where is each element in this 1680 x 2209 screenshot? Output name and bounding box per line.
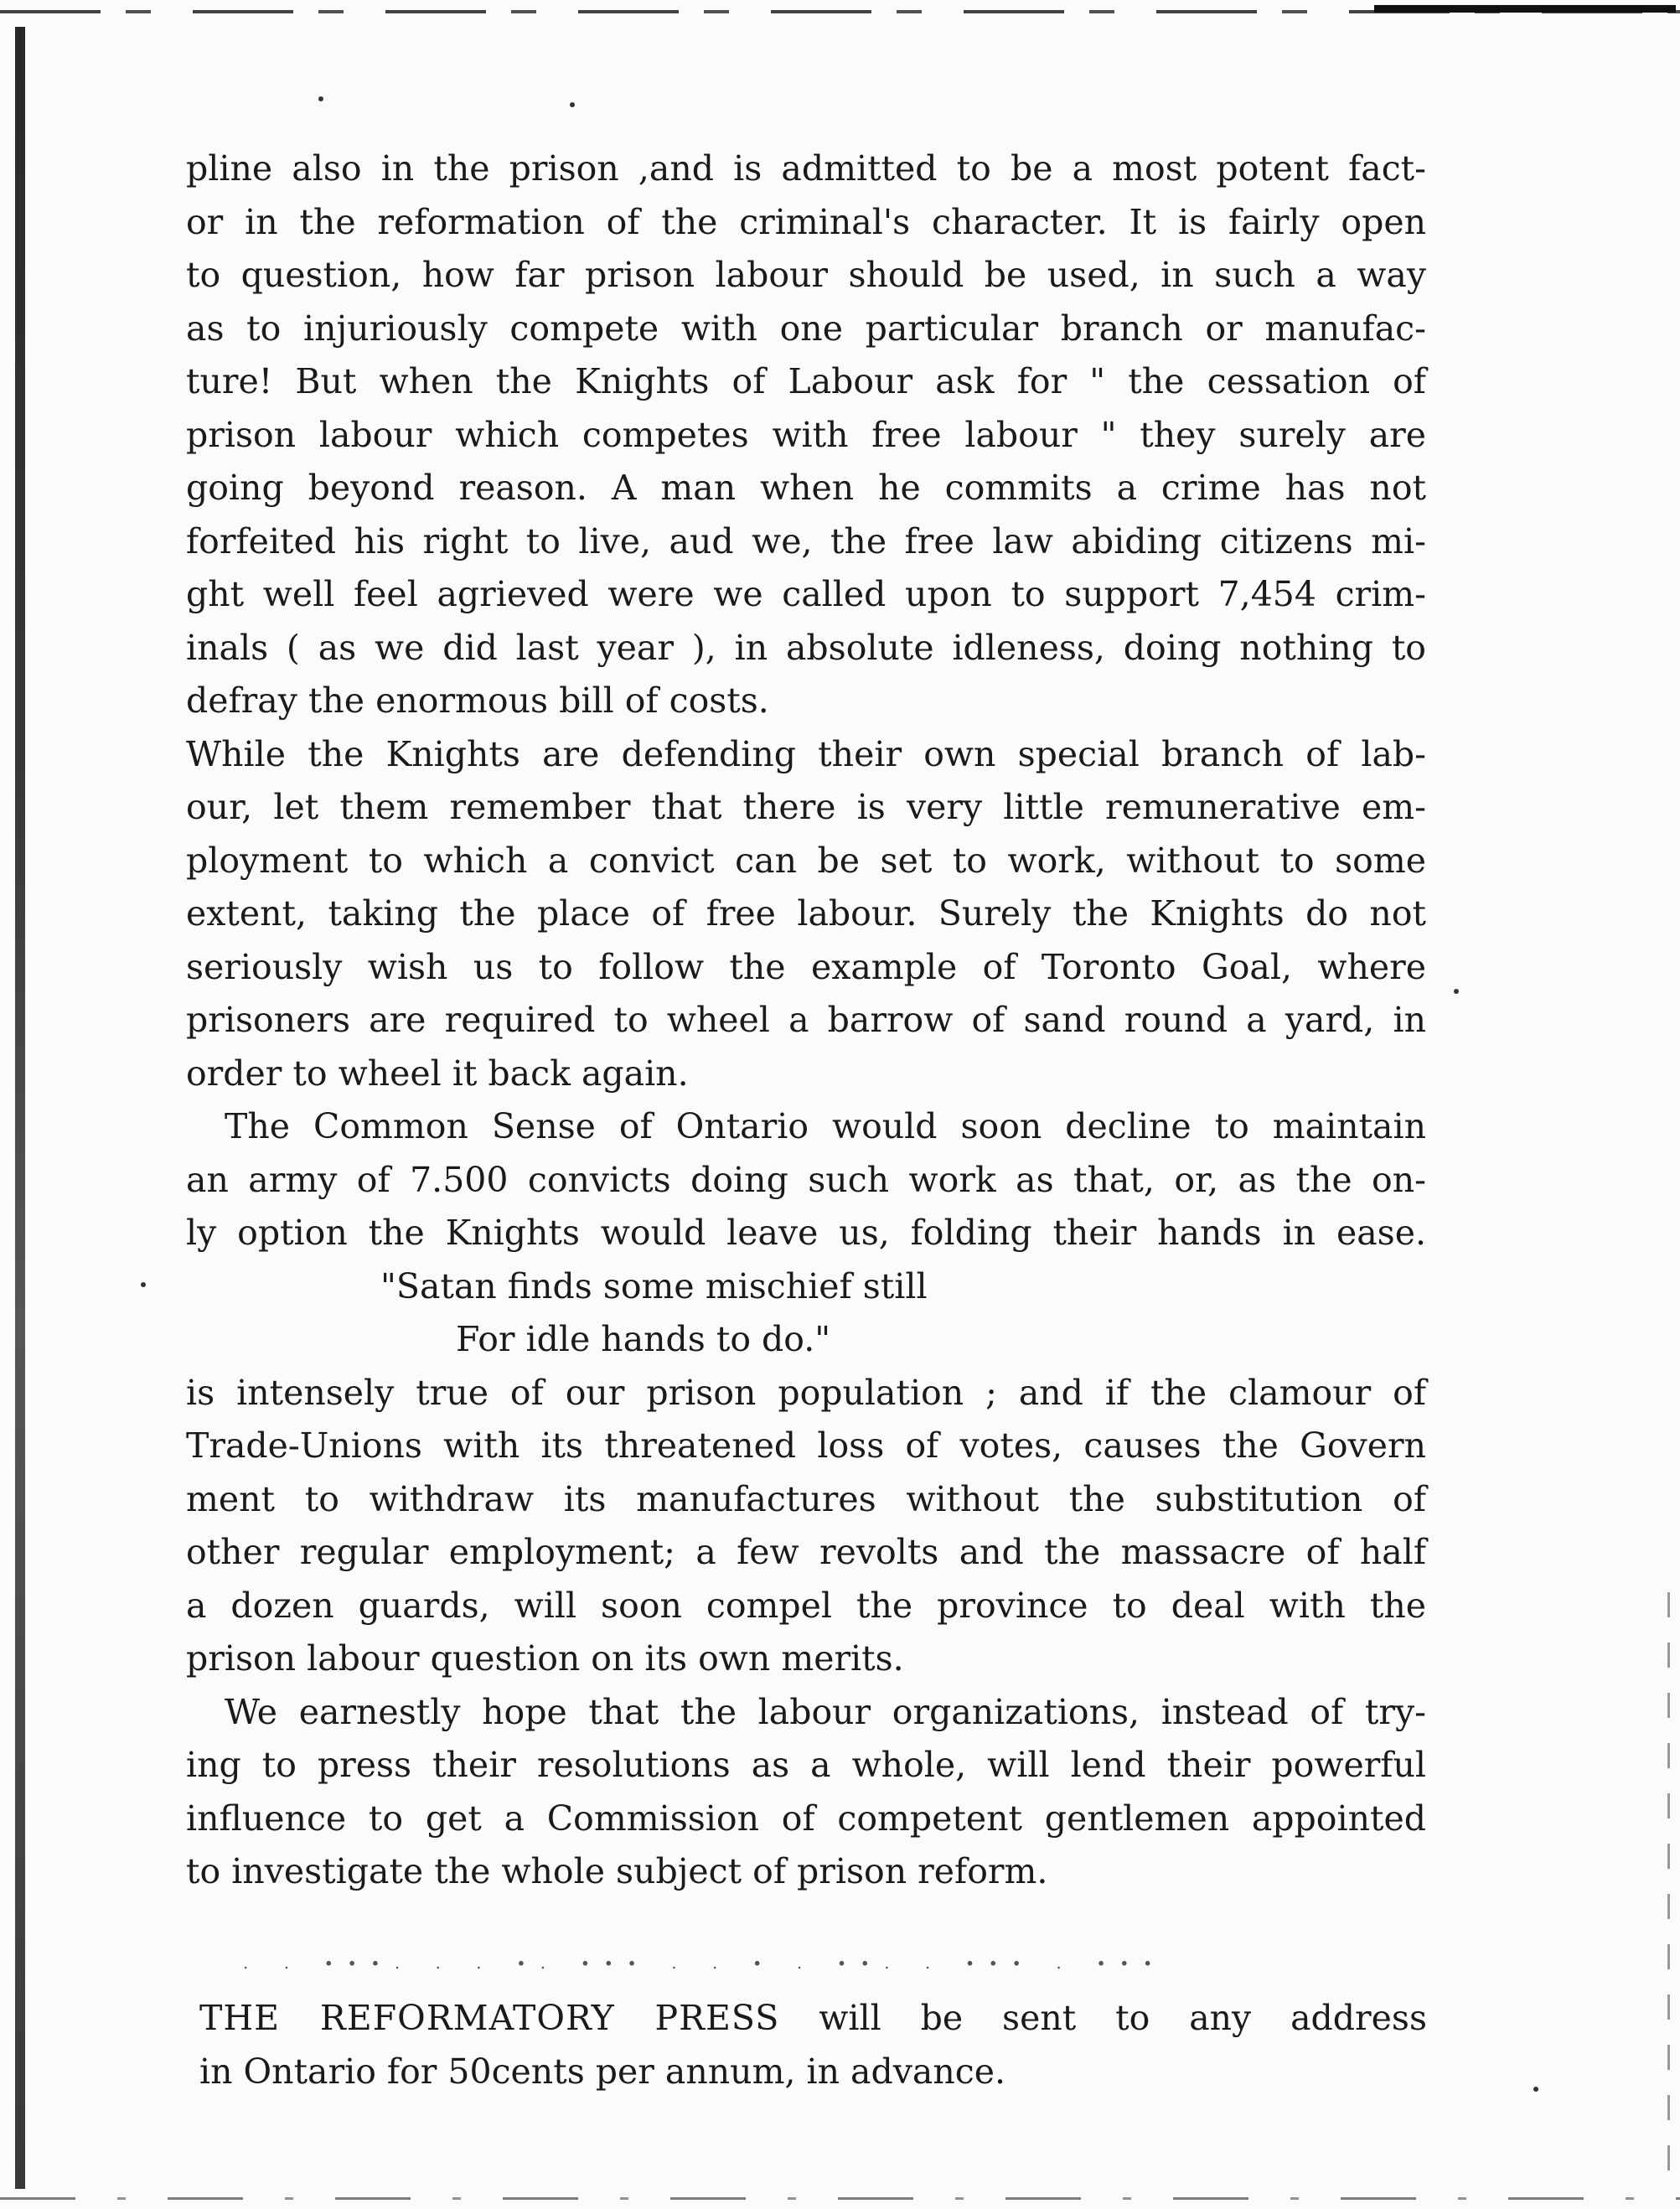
subscription-notice <box>199 1991 1427 2098</box>
scan-speck <box>1454 989 1459 994</box>
text-line: We earnestly hope that the labour organizations, instead of try- <box>225 1691 1426 1732</box>
article-body <box>186 142 1426 1899</box>
text-line: our, let them remember that there is very little remunerative em- <box>186 787 1426 827</box>
text-line: is intensely true of our prison population ; and if the clamour of <box>186 1372 1426 1413</box>
text-line: ly option the Knights would leave us, folding their hands in ease. <box>186 1213 1426 1253</box>
notice-line: in Ontario for 50cents per annum, in advance. <box>199 2051 1006 2092</box>
scan-edge-right <box>1667 1592 1670 2170</box>
text-line: ployment to which a convict can be set to work, without to some <box>186 840 1426 881</box>
text-line: ture! But when the Knights of Labour ask for " the cessation of <box>186 361 1426 401</box>
verse-line: "Satan finds some mischief still <box>380 1265 928 1306</box>
text-line: prison labour which competes with free labour " they surely are <box>186 414 1426 455</box>
text-line: to question, how far prison labour should be used, in such a way <box>186 255 1426 295</box>
scan-edge-bottom <box>0 2197 1680 2200</box>
text-line: extent, taking the place of free labour. Surely the Knights do not <box>186 893 1426 934</box>
scan-edge-top-right <box>1374 5 1676 13</box>
text-line: forfeited his right to live, aud we, the free law abiding citizens mi- <box>186 520 1426 561</box>
text-line: other regular employment; a few revolts and the massacre of half <box>186 1532 1426 1572</box>
text-line: defray the enormous bill of costs. <box>186 680 769 721</box>
scan-speck <box>1533 2087 1538 2092</box>
scan-speck <box>318 96 323 101</box>
text-line: pline also in the prison ,and is admitted to be a most potent fact- <box>186 148 1426 189</box>
text-line: a dozen guards, will soon compel the province to deal with the <box>186 1585 1426 1626</box>
notice-line <box>199 1991 1427 2045</box>
text-line: as to injuriously compete with one particular branch or manufac- <box>186 308 1426 349</box>
text-line: seriously wish us to follow the example of Toronto Goal, where <box>186 946 1426 987</box>
text-line: ing to press their resolutions as a whole, will lend their powerful <box>186 1745 1426 1785</box>
dotted-divider: . . ∙∙∙. . . ∙. ∙∙∙ . . ∙ . ∙∙. . ∙∙∙ . ∙∙∙ <box>243 1953 1167 1973</box>
text-line: While the Knights are defending their own special branch of lab- <box>186 733 1426 774</box>
scan-speck <box>570 102 575 107</box>
publication-name: THE REFORMATORY PRESS <box>199 1998 780 2038</box>
text-line: or in the reformation of the criminal's character. It is fairly open <box>186 201 1426 242</box>
text-line: The Common Sense of Ontario would soon decline to maintain <box>225 1106 1426 1146</box>
verse-line: For idle hands to do." <box>456 1319 831 1359</box>
text-line: prisoners are required to wheel a barrow of sand round a yard, in <box>186 1000 1426 1040</box>
text-line: inals ( as we did last year ), in absolute idleness, doing nothing to <box>186 627 1426 668</box>
text-line: Trade-Unions with its threatened loss of votes, causes the Govern <box>186 1425 1426 1466</box>
text-line: order to wheel it back again. <box>186 1053 689 1094</box>
notice-line-rest: will be sent to any address <box>819 1998 1427 2038</box>
scan-edge-left <box>15 27 25 2189</box>
text-line: ment to withdraw its manufactures without the substitution of <box>186 1478 1426 1519</box>
text-line: prison labour question on its own merits. <box>186 1638 904 1679</box>
scan-speck <box>141 1282 146 1287</box>
text-line: ght well feel agrieved were we called upon to support 7,454 crim- <box>186 574 1426 614</box>
text-line: going beyond reason. A man when he commits a crime has not <box>186 468 1426 508</box>
text-line: an army of 7.500 convicts doing such work as that, or, as the on- <box>186 1159 1426 1200</box>
text-line: influence to get a Commission of competent gentlemen appointed <box>186 1798 1426 1839</box>
text-line: to investigate the whole subject of prison reform. <box>186 1851 1048 1891</box>
